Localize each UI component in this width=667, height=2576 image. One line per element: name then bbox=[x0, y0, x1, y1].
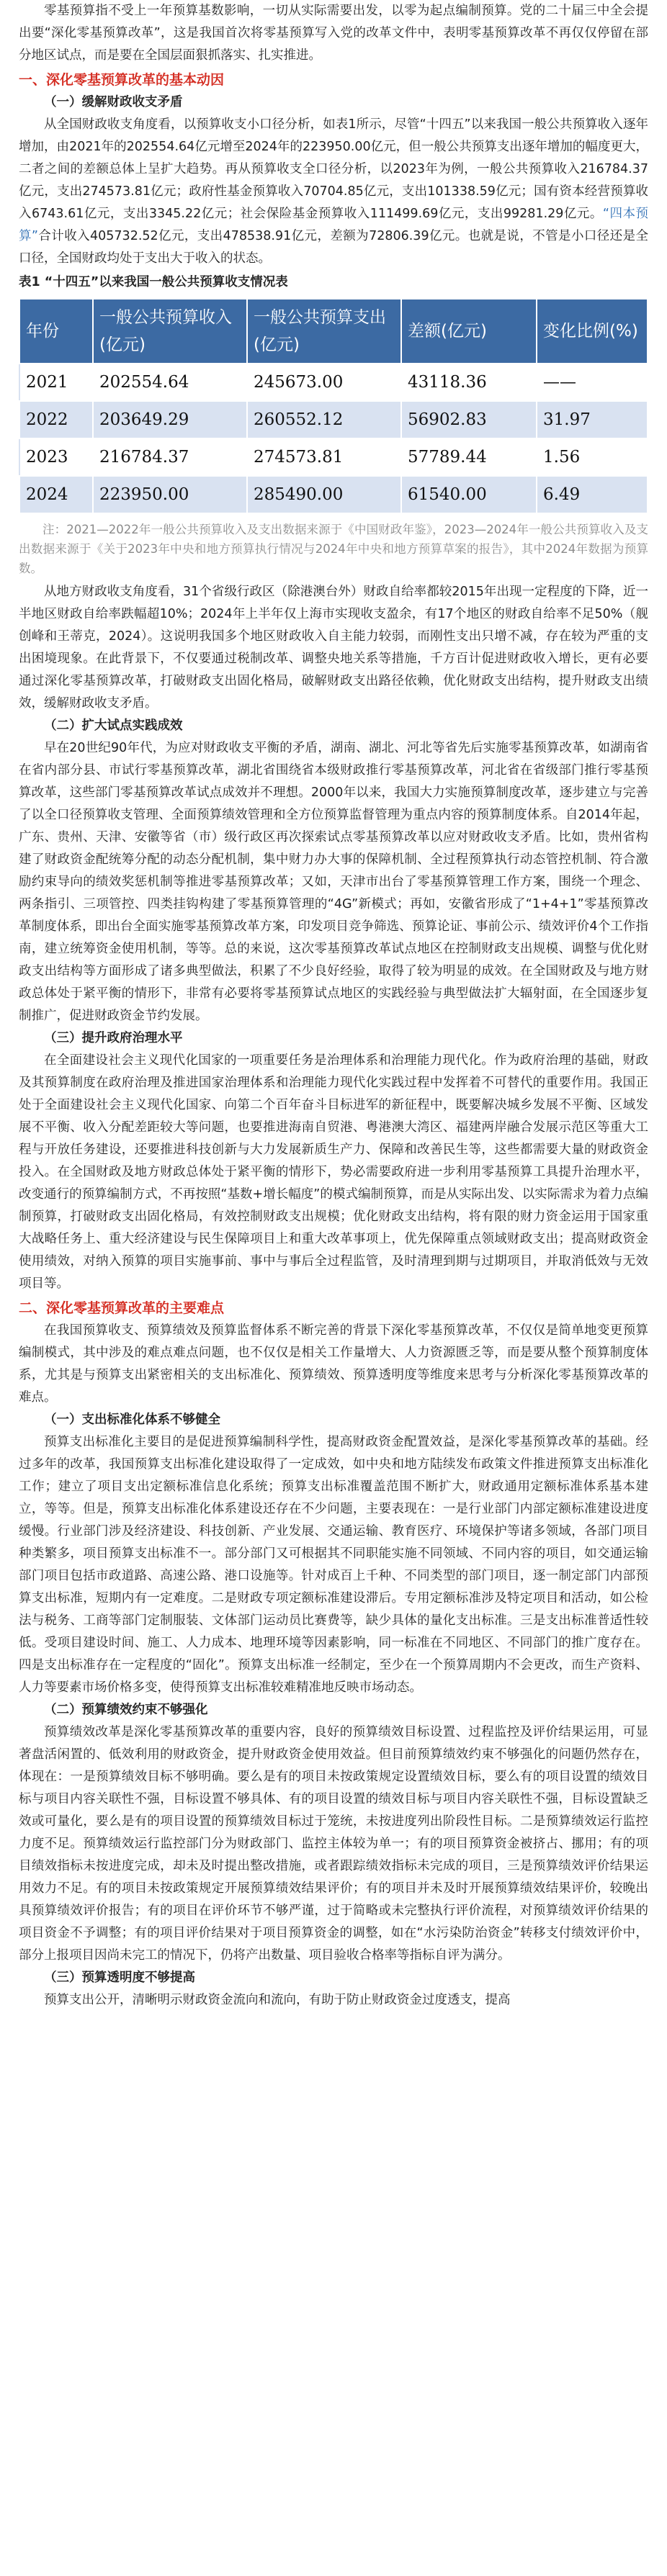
header-year: 年份 bbox=[19, 299, 93, 364]
table-note: 注：2021—2022年一般公共预算收入及支出数据来源于《中国财政年鉴》，2023—2024年一般公共预算收入及支出数据来源于《关于2023年中央和地方预算执行情况与2024年中央和地方预算草案的报告》，其中2024年数据为预算数。 bbox=[19, 523, 648, 575]
table-header-row bbox=[19, 299, 648, 364]
header-expenditure: 一般公共预算支出(亿元) bbox=[247, 299, 401, 364]
section2-sub3-heading: （三）预算透明度不够提高 bbox=[44, 1971, 195, 1985]
section1-sub2-paragraph: 早在20世纪90年代，为应对财政收支平衡的矛盾，湖南、湖北、河北等省先后实施零基预算改革，如湖南省在省内部分县、市试行零基预算改革，湖北省围绕省本级财政推行零基预算改革，河北省在省级部门推行零基预算改革，这些部门零基预算改革试点成效并不理想。2000年以来，我国大力实施预算制度改革，逐步建立与完善了以全口径预算收支管理、全面预算绩效管理和全方位预算监督管理为重点内容的预算制度体系。自2014年起，广东、贵州、天津、安徽等省（市）级行政区再次探索试点零基预算改革以应对财政收支矛盾。比如，贵州省构建了财政资金配统筹分配的动态分配机制，集中财力办大事的保障机制、全过程预算执行动态管控机制、符合激励约束导向的绩效奖惩机制等推进零基预算改革；又如，天津市出台了零基预算管理工作方案，围绕一个理念、两条指引、三项管控、四类挂钩构建了零基预算管理的“4G”新模式；再如，安徽省形成了“1+4+1”零基预算改革制度体系，即出台全面实施零基预算改革方案，印发项目竞争筛选、预算论证、事前公示、绩效评价4个工作指南，建立统筹资金使用机制，等等。总的来说，这次零基预算改革试点地区在控制财政支出规模、调整与优化财政支出结构等方面形成了诸多典型做法，积累了不少良好经验，取得了较为明显的成效。在全国财政及与地方财政总体处于紧平衡的情形下，非常有必要将零基预算试点地区的实践经验与典型做法扩大辐射面，在全国逐步复制推广，促进财政资金节约发展。 bbox=[19, 741, 648, 1023]
section1-sub1-text-b: 合计收入405732.52亿元，支出478538.91亿元，差额为72806.39亿元。也就是说，不管是小口径还是全口径，全国财政均处于支出大于收入的状态。 bbox=[19, 229, 648, 266]
cell-expenditure: 285490.00 bbox=[247, 476, 401, 513]
cell-change-ratio: 1.56 bbox=[537, 438, 648, 476]
cell-year: 2022 bbox=[19, 401, 93, 438]
cell-revenue: 216784.37 bbox=[93, 438, 247, 476]
cell-difference: 57789.44 bbox=[401, 438, 537, 476]
cell-difference: 43118.36 bbox=[401, 364, 537, 401]
header-revenue: 一般公共预算收入(亿元) bbox=[93, 299, 247, 364]
cell-change-ratio: 6.49 bbox=[537, 476, 648, 513]
section2-intro-paragraph: 在我国预算收支、预算绩效及预算监督体系不断完善的背景下深化零基预算改革，不仅仅是简单地变更预算编制模式，其中涉及的难点难点问题，也不仅仅是相关工作量增大、人力资源匮乏等，而是要从整个预算制度体系，尤其是与预算支出紧密相关的支出标准化、预算绩效、预算透明度等维度来思考与分析深化零基预算改革的难点。 bbox=[19, 1323, 648, 1405]
section1-sub2-heading: （二）扩大试点实践成效 bbox=[44, 719, 183, 733]
section1-sub3-paragraph: 在全面建设社会主义现代化国家的一项重要任务是治理体系和治理能力现代化。作为政府治理的基础，财政及其预算制度在政府治理及推进国家治理体系和治理能力现代化实践过程中发挥着不可替代的重要作用。我国正处于全面建设社会主义现代化国家、向第二个百年奋斗目标进军的新征程中，既要解决城乡发展不平衡、区域发展不平衡、收入分配差距较大等问题，也要推进海南自贸港、粤港澳大湾区、福建两岸融合发展示范区等重大工程与开放任务建设，还要推进科技创新与大力发展新质生产力、保障和改善民生等，这些都需要大量的财政资金投入。在全国财政及地方财政总体处于紧平衡的情形下，势必需要政府进一步利用零基预算工具提升治理水平，改变通行的预算编制方式，不再按照“基数+增长幅度”的模式编制预算，而是从实际出发、以实际需求为着力点编制预算，打破财政支出固化格局，有效控制财政支出规模；优化财政支出结构，将有限的财力资金运用于国家重大战略任务上、重大经济建设与民生保障项目上和重大改革事项上，优先保障重点领域财政支出；提高财政资金使用绩效，对纳入预算的项目实施事前、事中与事后全过程监管，及时清理到期与过期项目，并取消低效与无效项目等。 bbox=[19, 1053, 648, 1291]
cell-difference: 61540.00 bbox=[401, 476, 537, 513]
section1-heading: 一、深化零基预算改革的基本动因 bbox=[19, 72, 225, 88]
budget-table bbox=[19, 298, 648, 514]
section1-sub1-text-a: 从全国财政收支角度看，以预算收支小口径分析，如表1所示，尽管“十四五”以来我国一般公共预算收入逐年增加，由2021年的202554.64亿元增至2024年的223950.00亿元，但一般公共预算支出逐年增加的幅度更大，二者之间的差额总体上呈扩大趋势。再从预算收支全口径分析，以2023年为例，一般公共预算收入216784.37亿元，支出274573.81亿元；政府性基金预算收入70704.85亿元，支出101338.59亿元；国有资本经营预算收入6743.61亿元，支出3345.22亿元；社会保险基金预算收入111499.69亿元，支出99281.29亿元。 bbox=[19, 117, 648, 221]
section2-sub3-paragraph: 预算支出公开，清晰明示财政资金流向和流向，有助于防止财政资金过度透支，提高 bbox=[44, 1993, 511, 2007]
table-row bbox=[19, 364, 648, 401]
four-budgets-reference[interactable]: “四本预算” bbox=[19, 207, 648, 243]
section2-sub1-heading: （一）支出标准化体系不够健全 bbox=[44, 1413, 220, 1427]
section1-sub1-heading: （一）缓解财政收支矛盾 bbox=[44, 95, 183, 109]
section2-sub2-paragraph: 预算绩效改革是深化零基预算改革的重要内容，良好的预算绩效目标设置、过程监控及评价结果运用，可显著盘活闲置的、低效利用的财政资金，提升财政资金使用效益。但目前预算绩效约束不够强化的问题仍然存在，体现在：一是预算绩效目标不够明确。要么是有的项目未按政策规定设置绩效目标，要么有的项目设置的绩效目标与项目内容关联性不强，目标设置不够具体、有的项目设置的绩效目标与项目内容关联性不强，目标设置缺乏效或可量化，要么是有的项目设置的预算绩效目标过于笼统，未按进度列出阶段性目标。二是预算绩效运行监控力度不足。预算绩效运行监控部门分为财政部门、监控主体较为单一；有的项目预算资金被挤占、挪用；有的项目绩效指标未按进度完成，却未及时提出整改措施，或者跟踪绩效指标未完成的项目，三是预算绩效评价结果运用效力不足。有的项目未按政策规定开展预算绩效结果评价；有的项目并未及时开展预算绩效结果评价，较晚出具预算绩效评价报告；有的项目在评价环节不够严谨，过于简略或未完整执行评价流程，对预算绩效评价结果的项目资金不予调整；有的项目评价结果对于项目预算资金的调整，如在“水污染防治资金”转移支付绩效评价中，部分上报项目因尚未完工的情况下，仍将产出数量、项目验收合格率等指标自评为满分。 bbox=[19, 1725, 648, 1963]
section2-sub2-heading: （二）预算绩效约束不够强化 bbox=[44, 1703, 208, 1717]
cell-change-ratio: 31.97 bbox=[537, 401, 648, 438]
cell-year: 2024 bbox=[19, 476, 93, 513]
table-row bbox=[19, 438, 648, 476]
cell-expenditure: 260552.12 bbox=[247, 401, 401, 438]
section2-heading: 二、深化零基预算改革的主要难点 bbox=[19, 1300, 225, 1316]
header-difference: 差额(亿元) bbox=[401, 299, 537, 364]
header-change-ratio: 变化比例(%) bbox=[537, 299, 648, 364]
cell-year: 2021 bbox=[19, 364, 93, 401]
cell-expenditure: 274573.81 bbox=[247, 438, 401, 476]
intro-paragraph: 零基预算指不受上一年预算基数影响，一切从实际需要出发，以零为起点编制预算。党的二十届三中全会提出要“深化零基预算改革”，这是我国首次将零基预算写入党的改革文件中，表明零基预算改革不再仅仅停留在部分地区试点，而是要在全国层面狠抓落实、扎实推进。 bbox=[19, 4, 648, 63]
cell-difference: 56902.83 bbox=[401, 401, 537, 438]
cell-year: 2023 bbox=[19, 438, 93, 476]
cell-expenditure: 245673.00 bbox=[247, 364, 401, 401]
table-row bbox=[19, 476, 648, 513]
section1-sub1-paragraph-2: 从地方财政收支角度看，31个省级行政区（除港澳台外）财政自给率都较2015年出现一定程度的下降，近一半地区财政自给率跌幅超10%；2024年上半年仅上海市实现收支盈余，有17个地区的财政自给率不足50%（舰创峰和王蒂克，2024）。这说明我国多个地区财政收入自主能力较弱，而刚性支出只增不减，存在较为严重的支出困境现象。在此背景下，不仅要通过税制改革、调整央地关系等措施，千方百计促进财政收入增长，更有必要通过深化零基预算改革，打破财政支出固化格局，破解财政支出路径依赖，优化财政支出结构，提升财政支出绩效，缓解财政收支矛盾。 bbox=[19, 585, 648, 711]
section2-sub1-paragraph: 预算支出标准化主要目的是促进预算编制科学性，提高财政资金配置效益，是深化零基预算改革的基础。经过多年的改革，我国预算支出标准化建设取得了一定成效，如中央和地方陆续发布政策文件推进预算支出标准化工作；建立了项目支出定额标准信息化系统；预算支出标准覆盖范围不断扩大，财政通用定额标准体系基本建立，等等。但是，预算支出标准化体系建设还存在不少问题，主要表现在：一是行业部门内部定额标准建设进度缓慢。行业部门涉及经济建设、科技创新、产业发展、交通运输、教育医疗、环境保护等诸多领域，各部门项目种类繁多，项目预算支出标准不一。部分部门又可根据其不同职能实施不同领域、不同内容的项目，如交通运输部门项目包括市政道路、高速公路、港口设施等。针对成百上千种、不同类型的部门项目，逐一制定部门内部预算支出标准，短期内有一定难度。二是财政专项定额标准建设滞后。专用定额标准涉及特定项目和活动，如公检法与税务、工商等部门定制服装、文体部门运动员比赛费等，缺少具体的量化支出标准。三是支出标准普适性较低。受项目建设时间、施工、人力成本、地理环境等因素影响，同一标准在不同地区、不同部门的推广度存在。四是支出标准存在一定程度的“固化”。预算支出标准一经制定，至少在一个预算周期内不会更改，而生产资料、人力等要素市场价格多变，使得预算支出标准较难精准地反映市场动态。 bbox=[19, 1435, 648, 1695]
table-row bbox=[19, 401, 648, 438]
cell-revenue: 202554.64 bbox=[93, 364, 247, 401]
section1-sub3-heading: （三）提升政府治理水平 bbox=[44, 1031, 183, 1045]
table-title: 表1 “十四五”以来我国一般公共预算收支情况表 bbox=[19, 275, 288, 289]
cell-revenue: 223950.00 bbox=[93, 476, 247, 513]
cell-change-ratio: —— bbox=[537, 364, 648, 401]
section1-sub1-paragraph bbox=[19, 114, 648, 270]
cell-revenue: 203649.29 bbox=[93, 401, 247, 438]
